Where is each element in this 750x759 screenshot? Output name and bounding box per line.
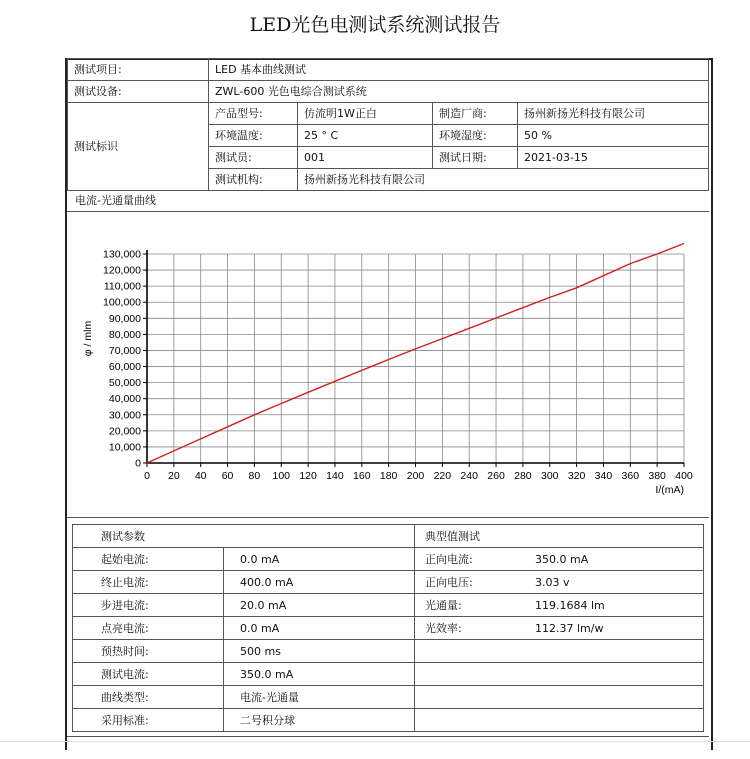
typical-label: [415, 640, 530, 663]
param-value: 电流-光通量: [224, 686, 415, 709]
x-tick-label: 340: [594, 470, 613, 482]
typical-value: [529, 663, 704, 686]
x-tick-label: 40: [194, 470, 207, 482]
params-row: [73, 686, 704, 709]
x-tick-label: 220: [433, 470, 452, 482]
model-label: 产品型号:: [209, 103, 298, 125]
device-label: 测试设备:: [68, 81, 209, 103]
x-tick-label: 200: [406, 470, 425, 482]
x-tick-label: 100: [272, 470, 291, 482]
org-value: 扬州新扬光科技有限公司: [298, 169, 709, 191]
x-tick-label: 320: [567, 470, 586, 482]
x-tick-label: 240: [460, 470, 478, 482]
chart-area: [67, 213, 709, 518]
y-axis-label: φ / mlm: [82, 320, 94, 357]
y-tick-label: 70,000: [108, 344, 141, 357]
param-value: 二号积分球: [224, 709, 415, 732]
typical-value: [529, 686, 704, 709]
y-tick-label: 110,000: [103, 280, 141, 293]
date-value: 2021-03-15: [518, 147, 709, 169]
y-tick-label: 80,000: [108, 328, 141, 341]
x-tick-label: 20: [168, 470, 180, 482]
param-label: 采用标准:: [73, 709, 224, 732]
y-tick-label: 100,000: [103, 296, 141, 309]
tester-value: 001: [298, 147, 433, 169]
typical-label: 正向电压:: [415, 571, 530, 594]
param-label: 点亮电流:: [73, 617, 224, 640]
x-tick-label: 180: [379, 470, 398, 482]
y-tick-label: 0: [135, 457, 141, 470]
x-tick-label: 360: [621, 470, 640, 482]
x-tick-label: 80: [248, 470, 261, 482]
info-table: [67, 58, 709, 191]
x-tick-label: 120: [299, 470, 317, 482]
x-tick-label: 400: [675, 470, 693, 482]
y-tick-label: 130,000: [103, 248, 141, 261]
param-label: 起始电流:: [73, 548, 224, 571]
typical-value: 3.03 v: [529, 571, 704, 594]
y-tick-label: 50,000: [108, 377, 141, 390]
param-label: 曲线类型:: [73, 686, 224, 709]
typical-value: 350.0 mA: [529, 548, 704, 571]
typical-label: 光通量:: [415, 594, 530, 617]
x-tick-label: 280: [514, 470, 532, 482]
curve-section-label: 电流-光通量曲线: [67, 190, 709, 212]
x-tick-label: 0: [144, 470, 150, 482]
typical-value: [529, 709, 704, 732]
x-tick-label: 140: [326, 470, 344, 482]
y-tick-label: 40,000: [108, 393, 141, 406]
page-edge: [0, 741, 750, 742]
params-left-header: 测试参数: [73, 525, 415, 548]
typical-label: [415, 686, 530, 709]
params-header-row: [73, 525, 704, 548]
param-label: 终止电流:: [73, 571, 224, 594]
params-row: [73, 617, 704, 640]
info-row-model: [68, 103, 709, 125]
bottom-rule: [67, 736, 709, 737]
param-label: 步进电流:: [73, 594, 224, 617]
report-title: LED光色电测试系统测试报告: [249, 14, 501, 36]
x-tick-label: 300: [540, 470, 559, 482]
typical-label: [415, 663, 530, 686]
params-row: [73, 640, 704, 663]
y-tick-label: 120,000: [103, 264, 141, 277]
typical-value: 119.1684 lm: [529, 594, 704, 617]
params-row: [73, 663, 704, 686]
param-label: 预热时间:: [73, 640, 224, 663]
x-tick-label: 380: [648, 470, 666, 482]
maker-label: 制造厂商:: [433, 103, 518, 125]
model-value: 仿流明1W正白: [298, 103, 433, 125]
params-table: [72, 524, 704, 732]
x-axis-label: I/(mA): [655, 484, 684, 496]
params-row: [73, 548, 704, 571]
params-row: [73, 594, 704, 617]
params-row: [73, 571, 704, 594]
x-tick-label: 60: [221, 470, 234, 482]
param-value: 0.0 mA: [224, 548, 415, 571]
typical-value: 112.37 lm/w: [529, 617, 704, 640]
param-value: 20.0 mA: [224, 594, 415, 617]
y-tick-label: 90,000: [108, 312, 141, 325]
typical-label: 光效率:: [415, 617, 530, 640]
typical-value: [529, 640, 704, 663]
y-tick-label: 20,000: [108, 425, 141, 438]
typical-label: [415, 709, 530, 732]
humid-value: 50 %: [518, 125, 709, 147]
marks-label: 测试标识: [68, 103, 209, 191]
y-tick-label: 60,000: [108, 361, 141, 374]
params-right-header: 典型值测试: [415, 525, 704, 548]
param-value: 0.0 mA: [224, 617, 415, 640]
typical-label: 正向电流:: [415, 548, 530, 571]
temp-label: 环境温度:: [209, 125, 298, 147]
param-label: 测试电流:: [73, 663, 224, 686]
humid-label: 环境湿度:: [433, 125, 518, 147]
params-row: [73, 709, 704, 732]
param-value: 500 ms: [224, 640, 415, 663]
x-tick-label: 160: [353, 470, 371, 482]
flux-current-chart: [67, 213, 709, 517]
x-tick-label: 260: [487, 470, 505, 482]
info-row-item: [68, 59, 709, 81]
maker-value: 扬州新扬光科技有限公司: [518, 103, 709, 125]
temp-value: 25 ° C: [298, 125, 433, 147]
param-value: 400.0 mA: [224, 571, 415, 594]
param-value: 350.0 mA: [224, 663, 415, 686]
item-value: LED 基本曲线测试: [209, 59, 709, 81]
org-label: 测试机构:: [209, 169, 298, 191]
item-label: 测试项目:: [68, 59, 209, 81]
info-row-device: [68, 81, 709, 103]
device-value: ZWL-600 光色电综合测试系统: [209, 81, 709, 103]
tester-label: 测试员:: [209, 147, 298, 169]
date-label: 测试日期:: [433, 147, 518, 169]
y-tick-label: 30,000: [108, 409, 141, 422]
y-tick-label: 10,000: [108, 441, 141, 454]
